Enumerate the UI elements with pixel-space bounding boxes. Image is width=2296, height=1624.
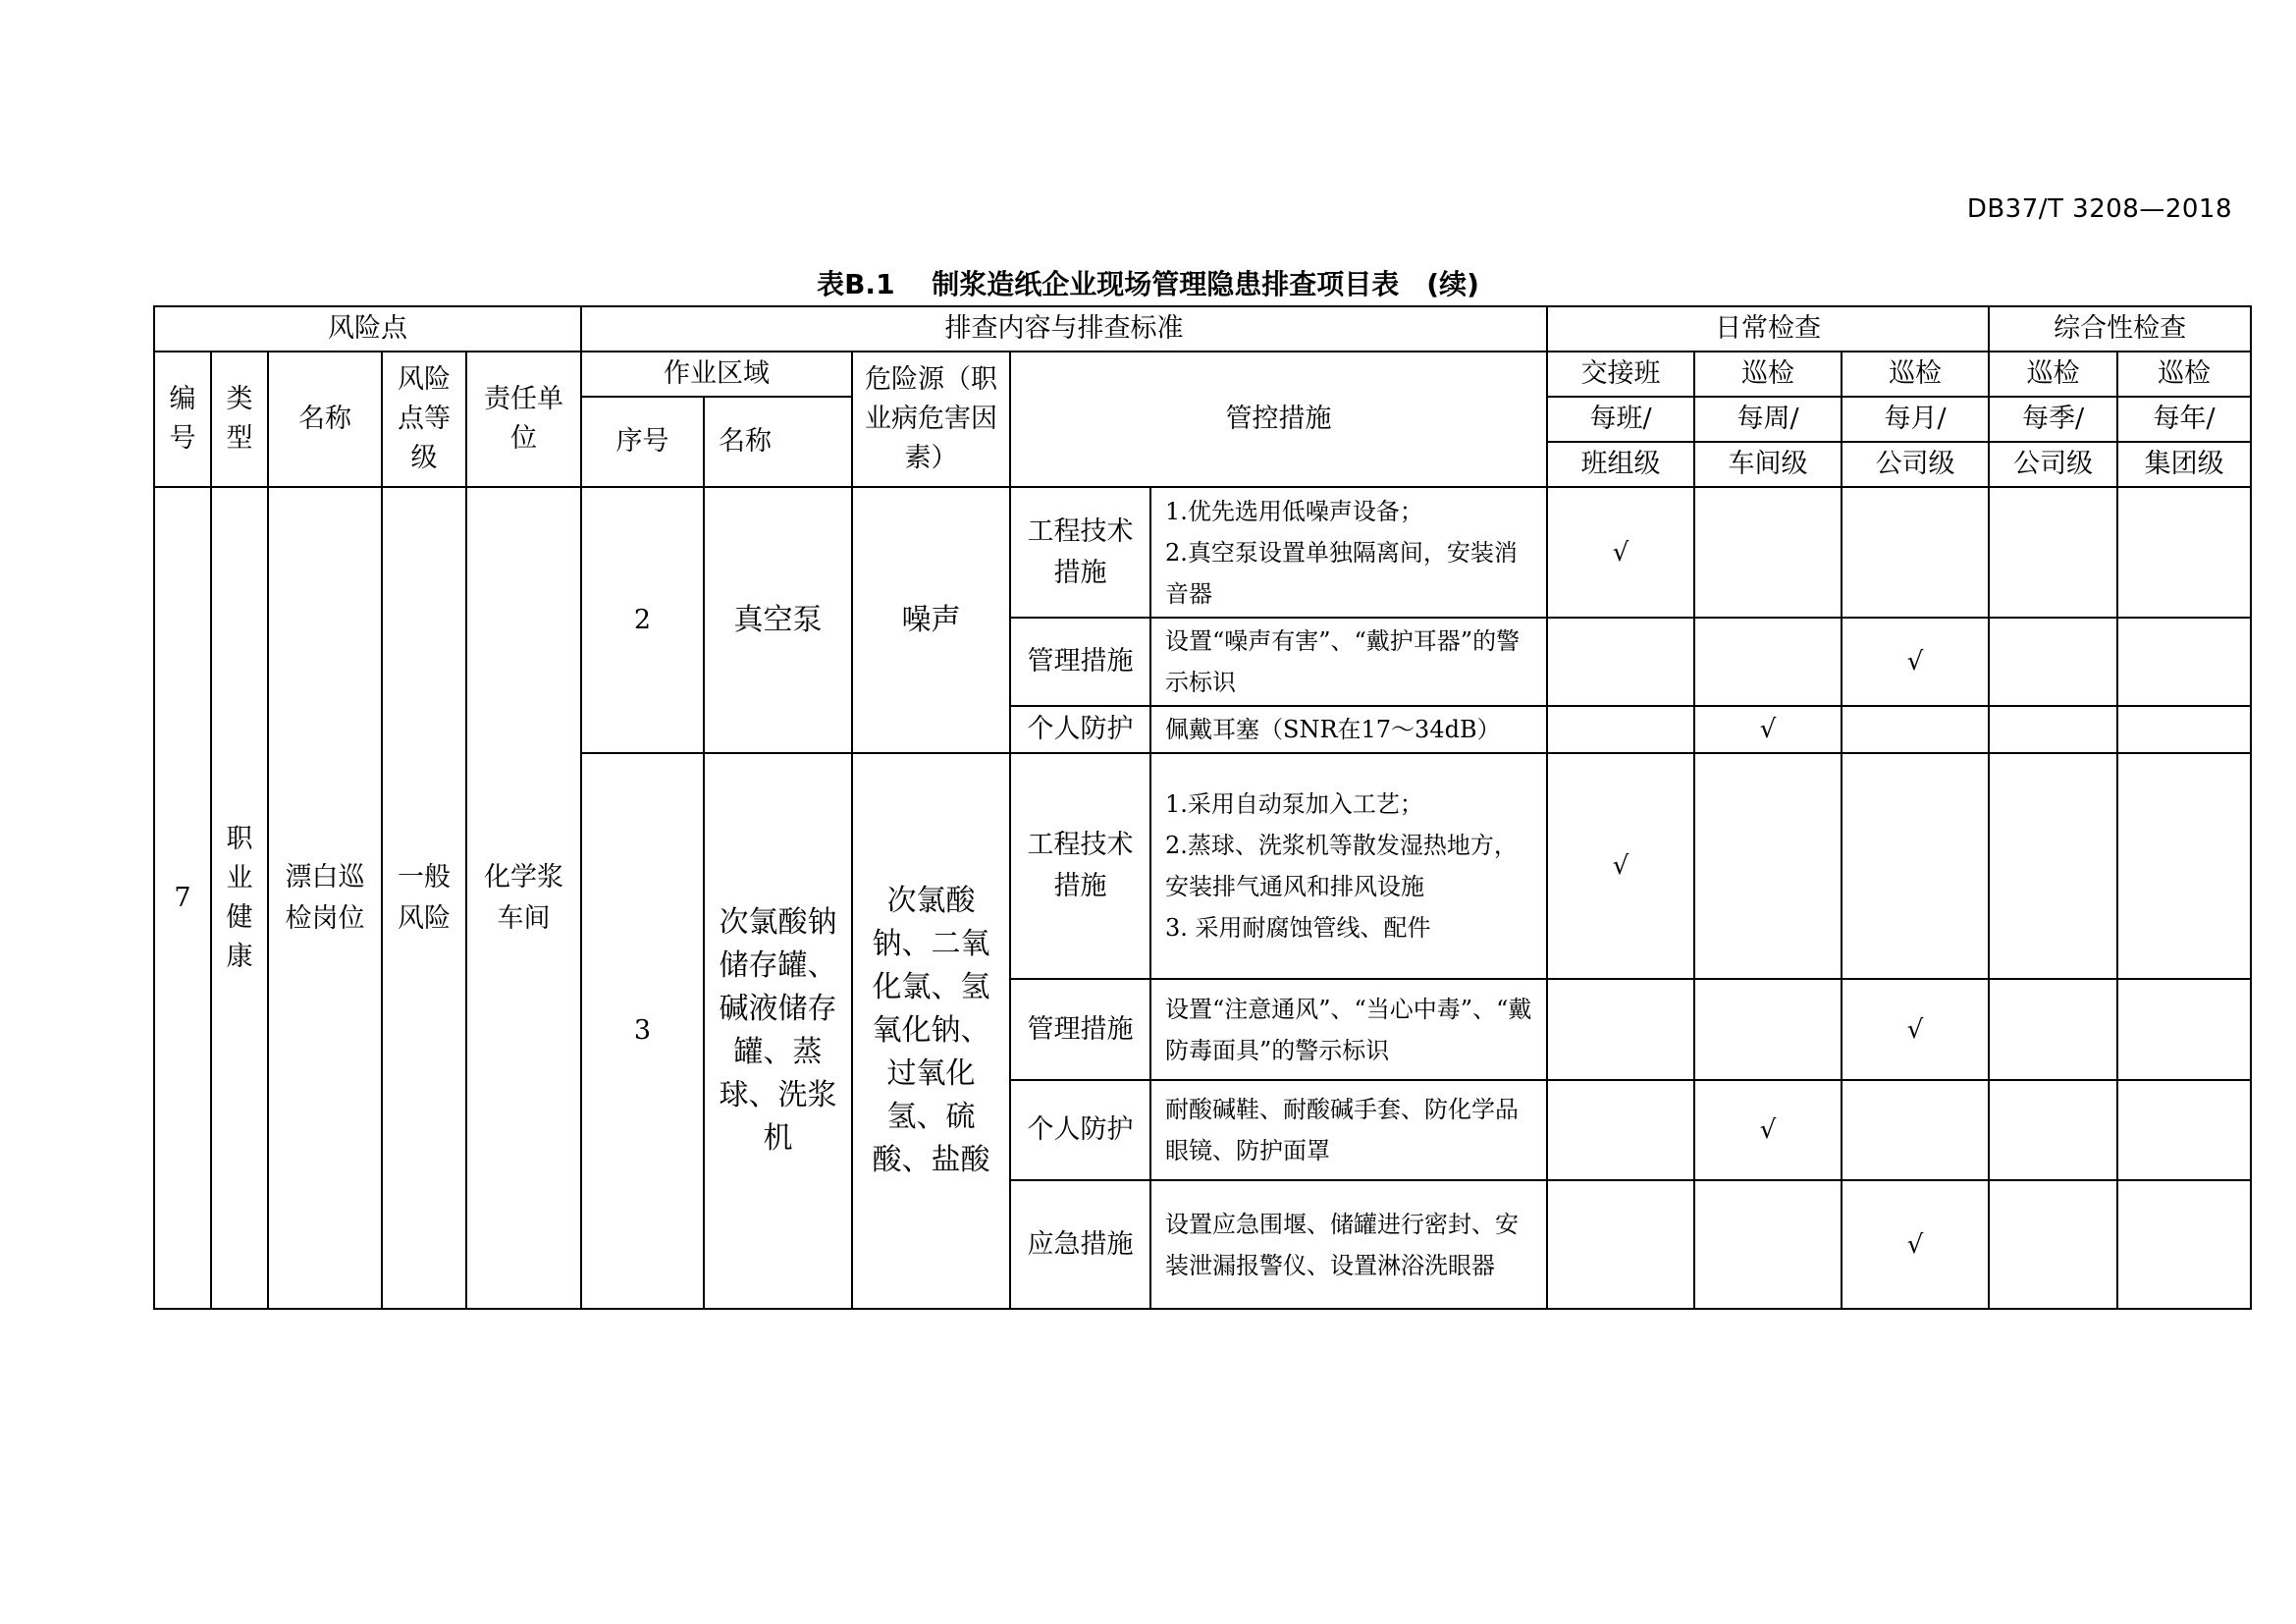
risk-point-id: 7: [154, 487, 211, 1309]
check-quarter: [1989, 1080, 2117, 1180]
measure-text: 耐酸碱鞋、耐酸碱手套、防化学品眼镜、防护面罩: [1150, 1080, 1547, 1180]
measure-category: 工程技术措施: [1010, 753, 1150, 979]
header-check-content: 排查内容与排查标准: [581, 306, 1547, 352]
check-quarter: [1989, 618, 2117, 706]
header-work-area: 作业区域: [581, 352, 852, 397]
check-week: √: [1694, 1080, 1842, 1180]
risk-point-level: 一般风险: [382, 487, 466, 1309]
check-shift: [1547, 1180, 1694, 1309]
check-month: √: [1842, 1180, 1989, 1309]
check-quarter: [1989, 1180, 2117, 1309]
check-quarter: [1989, 979, 2117, 1080]
header-patrol-quarterly: 巡检: [1989, 352, 2117, 397]
table-title: 表B.1 制浆造纸企业现场管理隐患排查项目表 (续): [817, 268, 1479, 300]
check-week: √: [1694, 706, 1842, 753]
check-month: [1842, 706, 1989, 753]
header-risk-level: 风险点等级: [382, 352, 466, 487]
measure-category: 管理措施: [1010, 618, 1150, 706]
header-freq-shift: 每班/: [1547, 397, 1694, 442]
measure-text: 1.优先选用低噪声设备； 2.真空泵设置单独隔离间，安装消音器: [1150, 487, 1547, 618]
measure-text: 设置“注意通风”、“当心中毒”、“戴防毒面具”的警示标识: [1150, 979, 1547, 1080]
measure-text: 1.采用自动泵加入工艺； 2.蒸球、洗浆机等散发湿热地方，安装排气通风和排风设施 3. 采用耐腐蚀管线、配件: [1150, 753, 1547, 979]
area-hazard: 噪声: [852, 487, 1010, 753]
header-name: 名称: [268, 352, 382, 487]
area-seq: 2: [581, 487, 704, 753]
check-month: [1842, 753, 1989, 979]
check-week: [1694, 1180, 1842, 1309]
check-month: [1842, 1080, 1989, 1180]
header-daily-check: 日常检查: [1547, 306, 1989, 352]
table-row: [154, 487, 2251, 618]
header-level-team: 班组级: [1547, 442, 1694, 487]
measure-text: 佩戴耳塞（SNR在17～34dB）: [1150, 706, 1547, 753]
header-risk-point: 风险点: [154, 306, 581, 352]
check-year: [2117, 979, 2251, 1080]
measure-category: 个人防护: [1010, 706, 1150, 753]
header-id: 编号: [154, 352, 211, 487]
header-freq-month: 每月/: [1842, 397, 1989, 442]
header-comprehensive-check: 综合性检查: [1989, 306, 2251, 352]
header-freq-week: 每周/: [1694, 397, 1842, 442]
check-shift: √: [1547, 487, 1694, 618]
header-control-measures: 管控措施: [1010, 352, 1547, 487]
check-month: [1842, 487, 1989, 618]
check-month: √: [1842, 979, 1989, 1080]
check-week: [1694, 618, 1842, 706]
measure-text: 设置应急围堰、储罐进行密封、安装泄漏报警仪、设置淋浴洗眼器: [1150, 1180, 1547, 1309]
header-hazard-source: 危险源（职业病危害因素）: [852, 352, 1010, 487]
area-name: 次氯酸钠储存罐、碱液储存罐、蒸球、洗浆机: [704, 753, 852, 1309]
risk-point-name: 漂白巡检岗位: [268, 487, 382, 1309]
header-level-company-2: 公司级: [1989, 442, 2117, 487]
header-level-company: 公司级: [1842, 442, 1989, 487]
header-freq-quarter: 每季/: [1989, 397, 2117, 442]
risk-point-unit: 化学浆车间: [466, 487, 581, 1309]
check-shift: [1547, 706, 1694, 753]
check-month: √: [1842, 618, 1989, 706]
header-type: 类型: [211, 352, 268, 487]
check-year: [2117, 706, 2251, 753]
risk-point-type: 职业健康: [211, 487, 268, 1309]
check-year: [2117, 1080, 2251, 1180]
header-shift-handover: 交接班: [1547, 352, 1694, 397]
header-area-name: 名称: [704, 397, 852, 487]
check-quarter: [1989, 706, 2117, 753]
header-seq: 序号: [581, 397, 704, 487]
area-name: 真空泵: [704, 487, 852, 753]
measure-text: 设置“噪声有害”、“戴护耳器”的警示标识: [1150, 618, 1547, 706]
check-week: [1694, 487, 1842, 618]
header-freq-year: 每年/: [2117, 397, 2251, 442]
check-shift: [1547, 618, 1694, 706]
measure-category: 应急措施: [1010, 1180, 1150, 1309]
check-week: [1694, 753, 1842, 979]
check-week: [1694, 979, 1842, 1080]
check-shift: [1547, 979, 1694, 1080]
check-shift: [1547, 1080, 1694, 1180]
document-code: DB37/T 3208—2018: [1966, 194, 2232, 224]
header-patrol-weekly: 巡检: [1694, 352, 1842, 397]
check-year: [2117, 618, 2251, 706]
check-year: [2117, 753, 2251, 979]
hazard-inspection-table: [153, 305, 2252, 1310]
measure-category: 工程技术措施: [1010, 487, 1150, 618]
header-patrol-monthly: 巡检: [1842, 352, 1989, 397]
check-quarter: [1989, 487, 2117, 618]
header-level-workshop: 车间级: [1694, 442, 1842, 487]
measure-category: 管理措施: [1010, 979, 1150, 1080]
area-seq: 3: [581, 753, 704, 1309]
check-year: [2117, 487, 2251, 618]
check-quarter: [1989, 753, 2117, 979]
header-level-group: 集团级: [2117, 442, 2251, 487]
check-shift: √: [1547, 753, 1694, 979]
area-hazard: 次氯酸钠、二氧化氯、氢氧化钠、过氧化氢、硫酸、盐酸: [852, 753, 1010, 1309]
header-responsible-unit: 责任单位: [466, 352, 581, 487]
header-patrol-yearly: 巡检: [2117, 352, 2251, 397]
check-year: [2117, 1180, 2251, 1309]
measure-category: 个人防护: [1010, 1080, 1150, 1180]
